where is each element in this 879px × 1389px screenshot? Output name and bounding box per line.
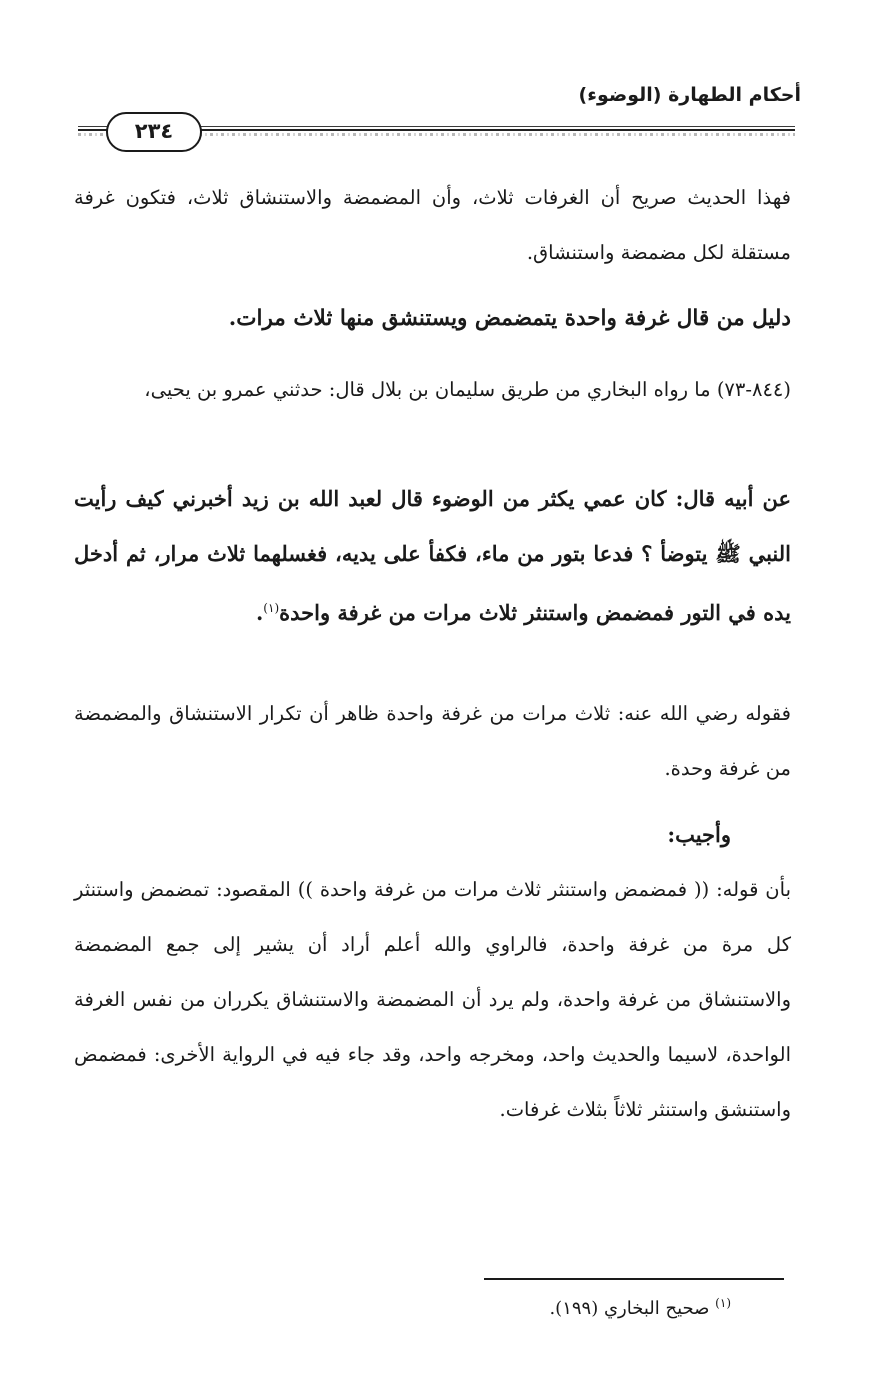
paragraph-text: فقوله رضي الله عنه: ثلاث مرات من غرفة واحدة ظاهر أن تكرار الاستنشاق والمضمضة من غرفة وحدة.	[74, 702, 791, 780]
matn-end: .	[255, 600, 264, 625]
footnote	[549, 1296, 731, 1319]
section-title: دليل من قال غرفة واحدة يتمضمض ويستنشق منها ثلاث مرات.	[228, 306, 791, 331]
matn-text: عن أبيه قال: كان عمي يكثر من الوضوء قال لعبد الله بن زيد أخبرني كيف رأيت النبي ﷺ يتوضأ ؟ فدعا بتور من ماء، فكفأ على يديه، فغسلهما ثلاث مرار، ثم أدخل يده في التور فمضمض واستنثر ثلاث مرات من غرفة واحدة	[74, 486, 791, 625]
paragraph-reply	[74, 862, 791, 1137]
running-title: أحكام الطهارة (الوضوء)	[578, 84, 801, 106]
hadith-isnad	[74, 362, 791, 417]
reply-heading: وأجيب:	[667, 822, 731, 847]
paragraph-conclusion	[74, 170, 791, 280]
paragraph-inference	[74, 686, 791, 796]
hadith-matn	[74, 471, 791, 640]
paragraph-text: بأن قوله: (( فمضمض واستنثر ثلاث مرات من غرفة واحدة )) المقصود: تمضمض واستنثر كل مرة من غرفة واحدة، فالراوي والله أعلم أراد أن يشير إلى جمع المضمضة والاستنشاق من غرفة واحدة، ولم يرد أن المضمضة والاستنشاق يكرران من نفس الغرفة الواحدة، لاسيما والحديث واحد، ومخرجه واحد، وقد جاء فيه في الرواية الأخرى: فمضمض واستنشق واستنثر ثلاثاً بثلاث غرفات.	[74, 878, 791, 1121]
footnote-marker: (١)	[715, 1296, 731, 1310]
page-number: ٢٣٤	[106, 112, 202, 152]
footnote-ref: (١)	[263, 601, 280, 615]
footnote-text: صحيح البخاري (١٩٩).	[549, 1298, 710, 1319]
matn-paragraph	[74, 471, 791, 640]
footnote-rule	[484, 1278, 784, 1280]
isnad-text: (٨٤٤-٧٣) ما رواه البخاري من طريق سليمان بن بلال قال: حدثني عمرو بن يحيى،	[144, 378, 791, 401]
paragraph-text: فهذا الحديث صريح أن الغرفات ثلاث، وأن المضمضة والاستنشاق ثلاث، فتكون غرفة مستقلة لكل مضمضة واستنشاق.	[74, 186, 791, 264]
